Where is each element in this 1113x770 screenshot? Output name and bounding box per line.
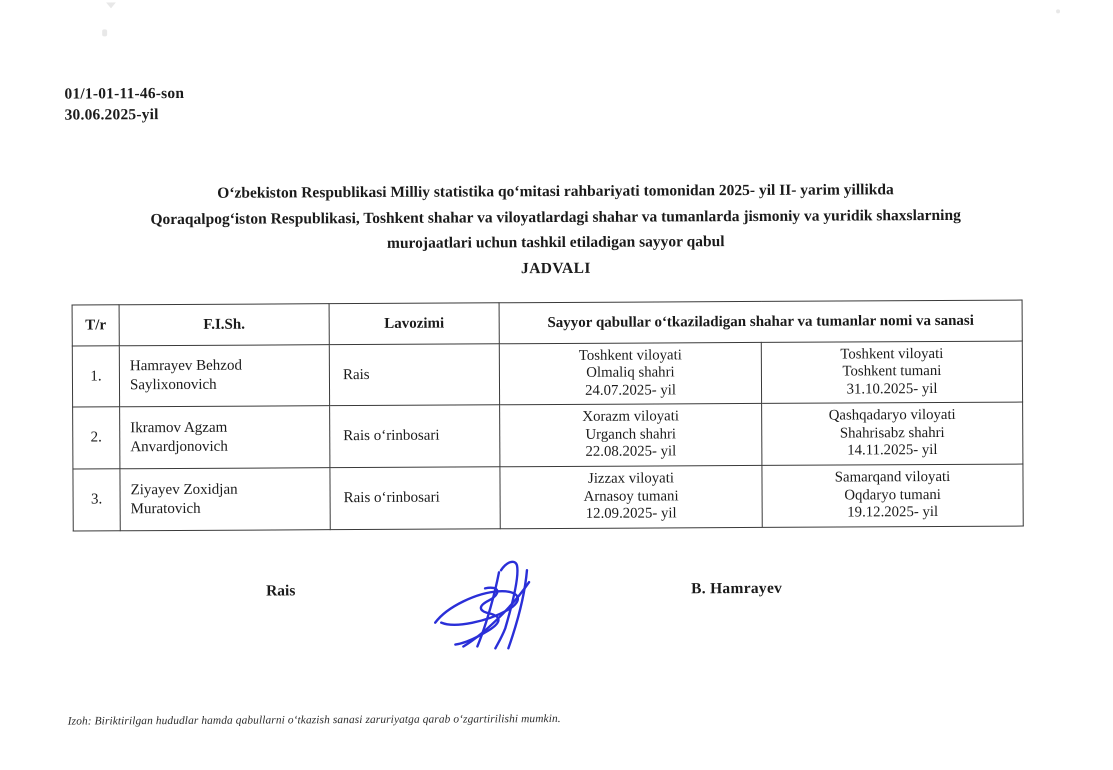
scan-artifact [102,29,107,36]
visit-date: 19.12.2025- yil [847,504,939,521]
visit-date: 14.11.2025- yil [847,442,938,459]
row-number: 3. [73,469,120,531]
title-line-1: Oʻzbekiston Respublikasi Milliy statistika qoʻmitasi rahbariyati tomonidan 2025- yil II- yarim yillikda [217,181,894,202]
visit-date: 22.08.2025- yil [585,443,677,461]
visit-place: Toshkent tumani [842,363,942,380]
visit-place: Urganch shahri [585,426,677,443]
visit-cell-1 [500,403,762,466]
visit-cell-2 [762,402,1023,465]
person-name-cell [119,345,329,407]
person-position-cell [330,405,500,468]
person-name-cell [120,406,330,469]
person-name: Ikramov Agzam Anvardjonovich [130,419,228,455]
person-name: Hamrayev Behzod Saylixonovich [129,357,242,394]
visit-region: Jizzax viloyati [587,470,674,488]
schedule-table [72,300,1024,532]
table-row [72,341,1022,407]
visit-place: Arnasoy tumani [583,488,679,505]
document-number: 01/1-01-11-46-son [64,84,185,103]
visit-place: Olmaliq shahri [586,364,675,382]
person-position-cell [329,344,499,406]
person-name-cell [120,468,330,531]
header-tr: T/r [72,305,119,346]
document-date: 30.06.2025-yil [64,106,159,124]
signer-position-label: Rais [266,582,296,600]
footnote-text: Izoh: Biriktirilgan hududlar hamda qabullarni oʻtkazish sanasi zaruriyatga qarab oʻzgartirilishi mumkin. [67,712,561,728]
visit-date: 12.09.2025- yil [585,505,677,523]
visit-date: 24.07.2025- yil [585,382,676,399]
visit-place: Shahrisabz shahri [839,424,945,442]
title-line-4: JADVALI [520,259,591,277]
visit-region: Toshkent viloyati [840,345,944,363]
person-position: Rais [342,366,370,383]
table-row [73,402,1023,469]
visit-region: Toshkent viloyati [578,347,682,364]
title-line-2: Qoraqalpogʻiston Respublikasi, Toshkent shahar va viloyatlardagi shahar va tumanlarda jismoniy va yuridik shaxslarning [150,206,961,228]
handwritten-signature [425,556,554,655]
document-title [39,176,1073,283]
visit-cell-1 [500,465,762,528]
table-header-row [72,300,1022,346]
visit-cell-2 [761,341,1022,403]
header-position: Lavozimi [329,303,499,345]
header-visits: Sayyor qabullar oʻtkaziladigan shahar va tumanlar nomi va sanasi [499,300,1022,344]
person-position: Rais oʻrinbosari [343,489,440,507]
row-number: 2. [73,407,120,469]
scan-artifact [106,2,116,8]
header-name: F.I.Sh. [119,304,329,346]
person-name: Ziyayev Zoxidjan Muratovich [130,481,238,517]
document-reference-block [64,83,184,126]
person-position: Rais oʻrinbosari [343,427,440,445]
signer-name: B. Hamrayev [691,579,783,598]
visit-region: Qashqadaryo viloyati [828,407,956,424]
visit-region: Samarqand viloyati [834,469,951,486]
person-position-cell [330,467,500,530]
scan-artifact [1056,9,1060,13]
visit-cell-1 [499,342,761,404]
visit-cell-2 [762,464,1023,527]
visit-place: Oqdaryo tumani [844,486,941,504]
visit-region: Xorazm viloyati [582,408,679,426]
table-row [73,464,1023,531]
title-line-3: murojaatlari uchun tashkil etiladigan sayyor qabul [386,233,725,252]
visit-date: 31.10.2025- yil [846,380,938,398]
row-number: 1. [72,346,119,407]
